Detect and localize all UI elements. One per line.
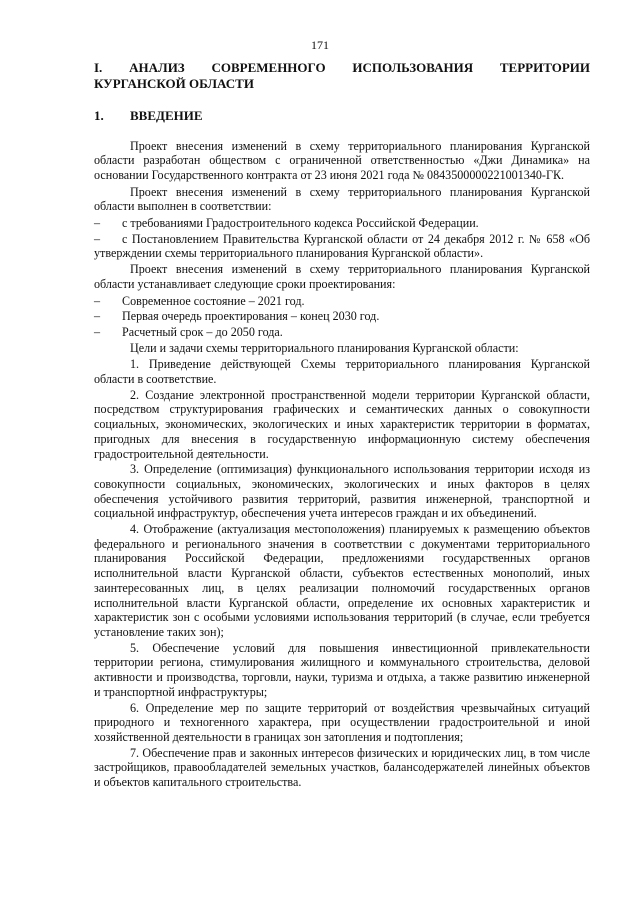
subsection-heading bbox=[94, 108, 590, 124]
goal-item: 5. Обеспечение условий для повышения инвестиционной привлекательности территории региона, стимулирования жилищного и коммунального строительства, деловой активности и производства, торговли, науки, туризма и отдыха, а также развитию инженерной и транспортной инфраструктуры; bbox=[94, 640, 590, 699]
dash-marker: – bbox=[94, 324, 101, 339]
list-item-text: Первая очередь проектирования – конец 2030 год. bbox=[122, 309, 380, 324]
paragraph-developer: Проект внесения изменений в схему территориального планирования Курганской области разработан обществом с ограниченной ответственностью «Джи Динамика» на основании Государственного контракта от 23 июня 2021 года № 0843500000221001340-ГК. bbox=[94, 138, 590, 182]
list-item bbox=[94, 294, 590, 309]
list-item bbox=[94, 232, 590, 261]
subsection-title: ВВЕДЕНИЕ bbox=[130, 108, 203, 123]
list-item bbox=[94, 216, 590, 231]
list-item-text: Расчетный срок – до 2050 года. bbox=[122, 324, 283, 339]
list-item-text: с Постановлением Правительства Курганской области от 24 декабря 2012 г. № 658 «Об утверждении схемы территориального планирования Курганской области». bbox=[94, 231, 590, 261]
list-item bbox=[94, 309, 590, 324]
page-number: 171 bbox=[311, 38, 329, 52]
list-item-text: Современное состояние – 2021 год. bbox=[122, 293, 305, 308]
paragraph-goals-intro: Цели и задачи схемы территориального планирования Курганской области: bbox=[130, 340, 519, 355]
paragraph-terms: Проект внесения изменений в схему территориального планирования Курганской области устанавливает следующие сроки проектирования: bbox=[94, 262, 590, 291]
dash-marker: – bbox=[94, 293, 101, 308]
goal-item: 3. Определение (оптимизация) функционального использования территории исходя из совокупности социальных, экономических, экологических и иных факторов в целях обеспечения устойчивого развития территорий, развития инженерной, транспортной и социальной инфраструктур, обеспечения учета интересов граждан и их объединений. bbox=[94, 462, 590, 521]
goal-item: 4. Отображение (актуализация местоположения) планируемых к размещению объектов федерального и регионального значения в соответствии с документами территориального планирования Российской Федерации, предложениями государственных органов исполнительной власти Курганской области, субъектов естественных монополий, иных заинтересованных лиц, в целях реализации полномочий государственных органов исполнительной власти Курганской области, определение их основных характеристик и характеристик зон с особыми условиями использования территорий (в случае, если требуется установление таких зон); bbox=[94, 522, 590, 639]
document-body bbox=[94, 60, 590, 791]
dash-marker: – bbox=[94, 216, 101, 231]
dash-marker: – bbox=[94, 231, 101, 246]
goal-item: 1. Приведение действующей Схемы территориального планирования Курганской области в соответствие. bbox=[94, 357, 590, 387]
list-item-text: с требованиями Градостроительного кодекса Российской Федерации. bbox=[122, 216, 479, 231]
goal-item: 2. Создание электронной пространственной модели территории Курганской области, посредством структурирования графических и семантических данных о совокупности социальных, экономических, экологических и иных характеристик территории в форматах, пригодных для внесения в государственную информационную систему обеспечения градостроительной деятельности. bbox=[94, 387, 590, 461]
subsection-number: 1. bbox=[94, 108, 104, 123]
paragraph-basis: Проект внесения изменений в схему территориального планирования Курганской области выполнен в соответствии: bbox=[94, 184, 590, 214]
section-title: I. АНАЛИЗ СОВРЕМЕННОГО ИСПОЛЬЗОВАНИЯ ТЕРРИТОРИИ КУРГАНСКОЙ ОБЛАСТИ bbox=[94, 60, 590, 91]
goal-item: 6. Определение мер по защите территорий от воздействия чрезвычайных ситуаций природного и техногенного характера, при осуществлении градостроительной и иной хозяйственной деятельности в границах зон затопления и подтопления; bbox=[94, 700, 590, 744]
dash-marker: – bbox=[94, 309, 101, 324]
list-item bbox=[94, 325, 590, 340]
goal-item: 7. Обеспечение прав и законных интересов физических и юридических лиц, в том числе застройщиков, правообладателей земельных участков, балансодержателей линейных объектов и объектов капитального строительства. bbox=[94, 745, 590, 790]
